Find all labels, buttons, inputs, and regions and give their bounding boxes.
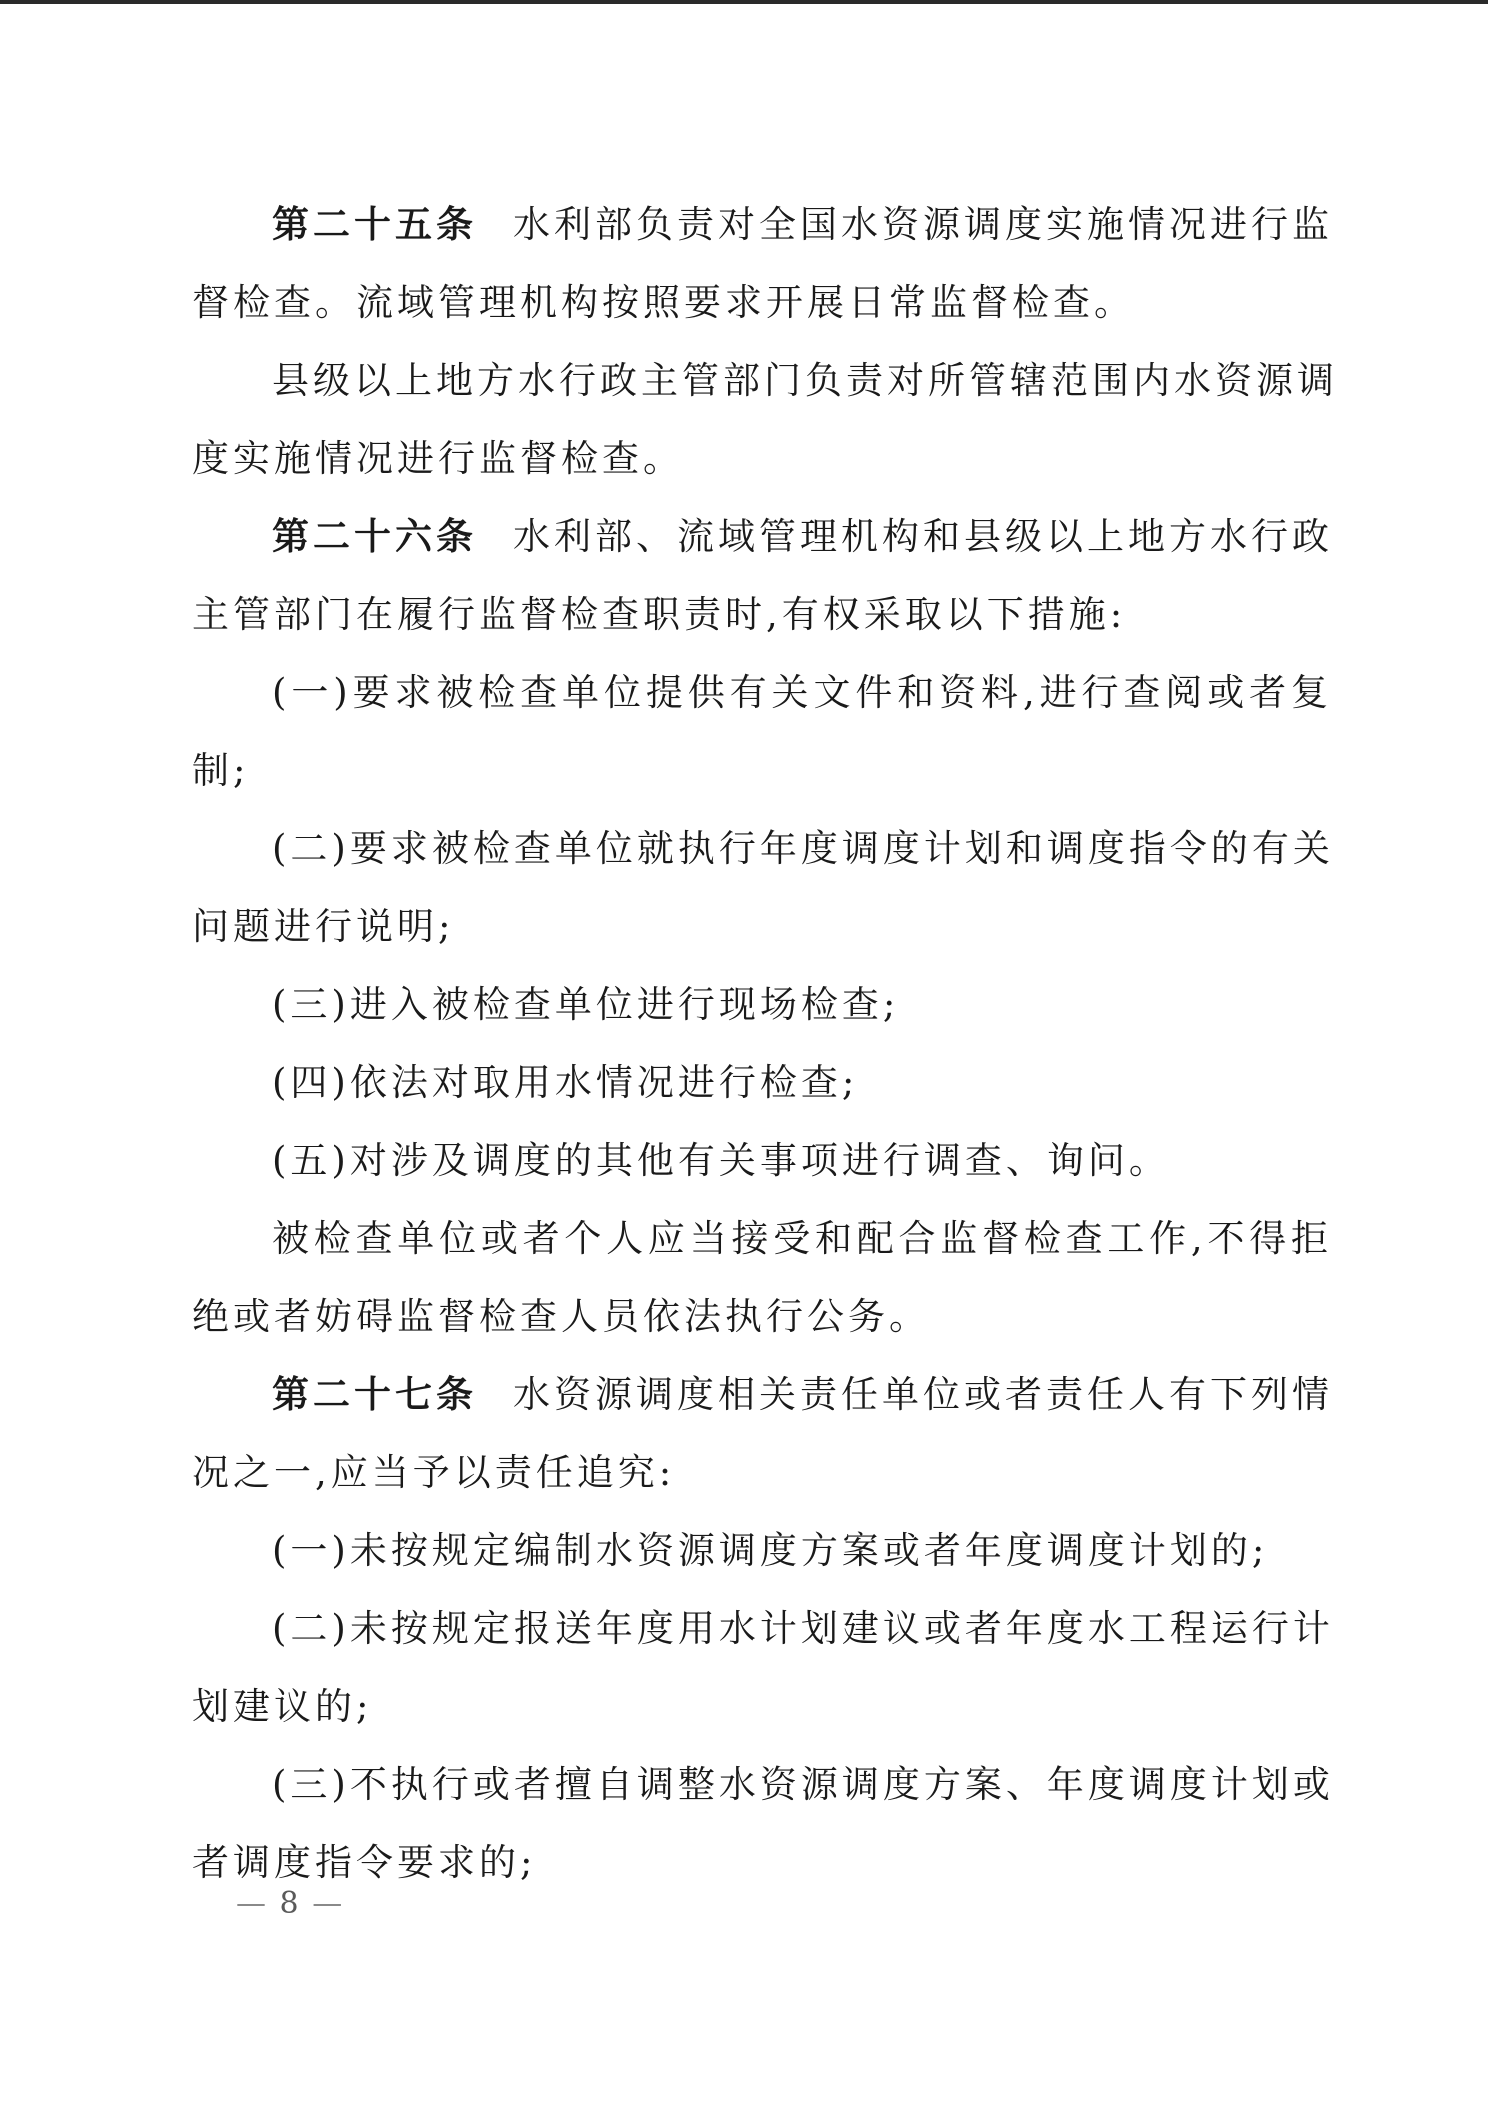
article-27-item-3-line-1: (三)不执行或者擅自调整水资源调度方案、年度调度计划或 xyxy=(272,1763,1334,1806)
article-27-line-1 xyxy=(192,1356,1332,1434)
page-number: 8 xyxy=(279,1886,301,1921)
page-number-dash-left: — xyxy=(236,1886,268,1921)
article-26-text-1: 水利部、流域管理机构和县级以上地方水行政 xyxy=(513,515,1333,558)
article-26-item-2-line-1: (二)要求被检查单位就执行年度调度计划和调度指令的有关 xyxy=(272,827,1334,870)
article-26-title: 第二十六条 xyxy=(272,515,477,558)
article-25-line-2: 督检查。流域管理机构按照要求开展日常监督检查。 xyxy=(192,281,1135,324)
article-27-item-3-line-2: 者调度指令要求的; xyxy=(192,1841,537,1884)
document-page xyxy=(192,186,1338,1902)
article-25-title: 第二十五条 xyxy=(272,203,477,246)
article-27-item-2-line-2: 划建议的; xyxy=(192,1685,373,1728)
article-26-closing-line-1: 被检查单位或者个人应当接受和配合监督检查工作,不得拒 xyxy=(272,1217,1332,1260)
article-27-item-1: (一)未按规定编制水资源调度方案或者年度调度计划的; xyxy=(272,1529,1269,1572)
page-number-footer xyxy=(236,1886,344,1921)
article-27-title: 第二十七条 xyxy=(272,1373,477,1416)
article-26-line-1 xyxy=(192,498,1332,576)
article-27-line-2: 况之一,应当予以责任追究: xyxy=(192,1451,676,1494)
article-25-text-1: 水利部负责对全国水资源调度实施情况进行监 xyxy=(513,203,1333,246)
article-26-item-1-line-2: 制; xyxy=(192,749,250,792)
article-27-text-1: 水资源调度相关责任单位或者责任人有下列情 xyxy=(513,1373,1333,1416)
article-25-line-1 xyxy=(192,186,1332,264)
article-26-item-4: (四)依法对取用水情况进行检查; xyxy=(272,1061,859,1104)
scan-top-edge xyxy=(0,0,1488,4)
article-26-item-2-line-2: 问题进行说明; xyxy=(192,905,455,948)
article-26-line-2: 主管部门在履行监督检查职责时,有权采取以下措施: xyxy=(192,593,1127,636)
article-26-item-3: (三)进入被检查单位进行现场检查; xyxy=(272,983,900,1026)
article-26-closing-line-2: 绝或者妨碍监督检查人员依法执行公务。 xyxy=(192,1295,930,1338)
article-27-item-2-line-1: (二)未按规定报送年度用水计划建议或者年度水工程运行计 xyxy=(272,1607,1334,1650)
article-25-para-2-line-1: 县级以上地方水行政主管部门负责对所管辖范围内水资源调 xyxy=(272,359,1338,402)
article-25-para-2-line-2: 度实施情况进行监督检查。 xyxy=(192,437,684,480)
article-26-item-1-line-1: (一)要求被检查单位提供有关文件和资料,进行查阅或者复 xyxy=(272,671,1332,714)
article-26-item-5: (五)对涉及调度的其他有关事项进行调查、询问。 xyxy=(272,1139,1170,1182)
page-number-dash-right: — xyxy=(312,1886,345,1921)
